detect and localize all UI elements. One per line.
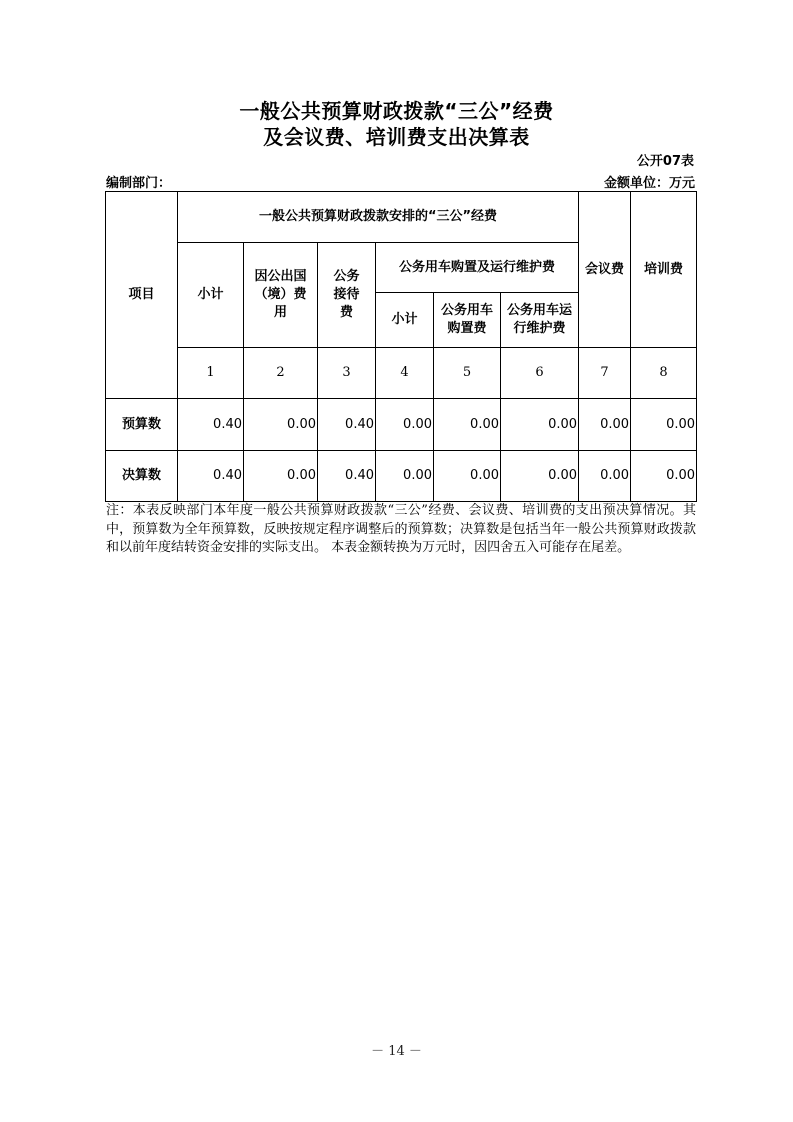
column-number: 1 [178, 348, 244, 399]
column-number: 8 [631, 348, 697, 399]
column-number: 7 [579, 348, 631, 399]
row-label-budget: 预算数 [106, 399, 178, 451]
header-training-fee: 培训费 [631, 192, 697, 348]
page-number: － 14 － [371, 1044, 422, 1059]
table-cell: 0.00 [244, 451, 318, 502]
row-label-final: 决算数 [106, 451, 178, 502]
table-cell: 0.00 [434, 399, 501, 451]
header-subtotal: 小计 [178, 243, 244, 348]
table-cell: 0.00 [631, 451, 697, 502]
header-abroad-fee: 因公出国（境）费用 [244, 243, 318, 348]
table-cell: 0.00 [501, 451, 579, 502]
header-vehicle-purchase: 公务用车购置费 [434, 293, 501, 348]
form-code: 公开07表 [636, 154, 694, 169]
unit-row [106, 172, 695, 190]
table-cell: 0.40 [178, 451, 244, 502]
table-cell: 0.00 [376, 451, 434, 502]
amount-unit-label: 金额单位：万元 [603, 176, 695, 191]
column-number: 6 [501, 348, 579, 399]
table-cell: 0.40 [318, 399, 376, 451]
table-cell: 0.40 [318, 451, 376, 502]
header-vehicle-group: 公务用车购置及运行维护费 [376, 243, 579, 293]
header-vehicle-subtotal: 小计 [376, 293, 434, 348]
table-cell: 0.00 [631, 399, 697, 451]
table-cell: 0.00 [501, 399, 579, 451]
table-row [106, 451, 697, 502]
header-meeting-fee: 会议费 [579, 192, 631, 348]
header-three-public-group: 一般公共预算财政拨款安排的“三公”经费 [178, 192, 579, 243]
table-cell: 0.00 [376, 399, 434, 451]
table-cell: 0.00 [579, 451, 631, 502]
compiling-unit-label: 编制部门： [106, 176, 172, 191]
table-cell: 0.00 [434, 451, 501, 502]
column-number: 5 [434, 348, 501, 399]
document-title-line2: 及会议费、培训费支出决算表 [263, 125, 530, 149]
table-cell: 0.40 [178, 399, 244, 451]
column-number: 4 [376, 348, 434, 399]
table-note: 注：本表反映部门本年度一般公共预算财政拨款“三公”经费、会议费、培训费的支出预决算情况。其中，预算数为全年预算数，反映按规定程序调整后的预算数；决算数是包括当年一般公共预算财政拨款和以前年度结转资金安排的实际支出。 本表金额转换为万元时，因四舍五入可能存在尾差。 [106, 503, 696, 555]
document-title-line1: 一般公共预算财政拨款“三公”经费 [239, 99, 554, 123]
expenditure-table [105, 191, 697, 502]
table-row [106, 399, 697, 451]
header-item: 项目 [106, 192, 178, 399]
table-cell: 0.00 [244, 399, 318, 451]
header-reception-fee: 公务接待费 [318, 243, 376, 348]
header-vehicle-operation: 公务用车运行维护费 [501, 293, 579, 348]
column-number: 2 [244, 348, 318, 399]
column-number: 3 [318, 348, 376, 399]
table-cell: 0.00 [579, 399, 631, 451]
